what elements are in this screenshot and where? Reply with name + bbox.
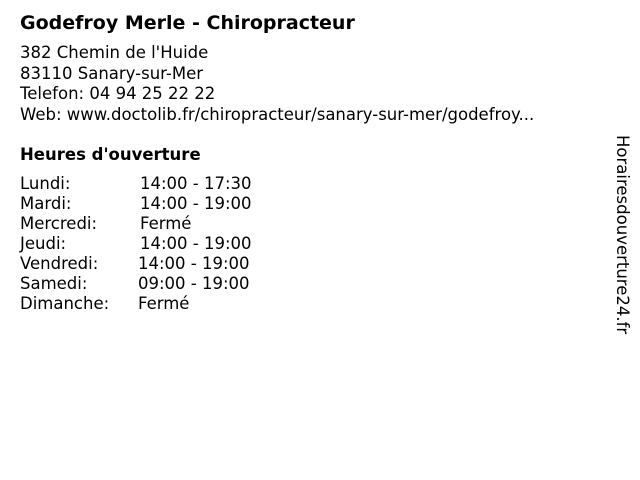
business-info <box>20 43 534 125</box>
day-label: Jeudi: <box>20 234 67 253</box>
business-name: Godefroy Merle - Chiropracteur <box>20 12 355 34</box>
website: Web: www.doctolib.fr/chiropracteur/sanary-sur-mer/godefroy... <box>20 104 535 124</box>
address-line-1: 382 Chemin de l'Huide <box>20 43 209 62</box>
phone-number: Telefon: 04 94 25 22 22 <box>20 84 216 103</box>
hours-value: 14:00 - 19:00 <box>138 254 250 273</box>
hours-value: 09:00 - 19:00 <box>138 274 250 293</box>
day-label: Mercredi: <box>20 214 98 233</box>
hours-heading: Heures d'ouverture <box>20 145 201 164</box>
hours-value: 14:00 - 17:30 <box>140 174 252 193</box>
address-line-2: 83110 Sanary-sur-Mer <box>20 63 204 83</box>
site-watermark: Horairesdouverture24.fr <box>613 135 632 335</box>
hours-value: 14:00 - 19:00 <box>140 194 252 213</box>
day-label: Vendredi: <box>20 254 99 273</box>
day-label: Lundi: <box>20 174 71 193</box>
day-label: Dimanche: <box>20 294 110 313</box>
day-label: Samedi: <box>20 274 88 293</box>
hours-value: Fermé <box>140 214 192 233</box>
day-label: Mardi: <box>20 194 72 213</box>
hours-value: 14:00 - 19:00 <box>140 234 252 253</box>
hours-value: Fermé <box>138 294 190 313</box>
